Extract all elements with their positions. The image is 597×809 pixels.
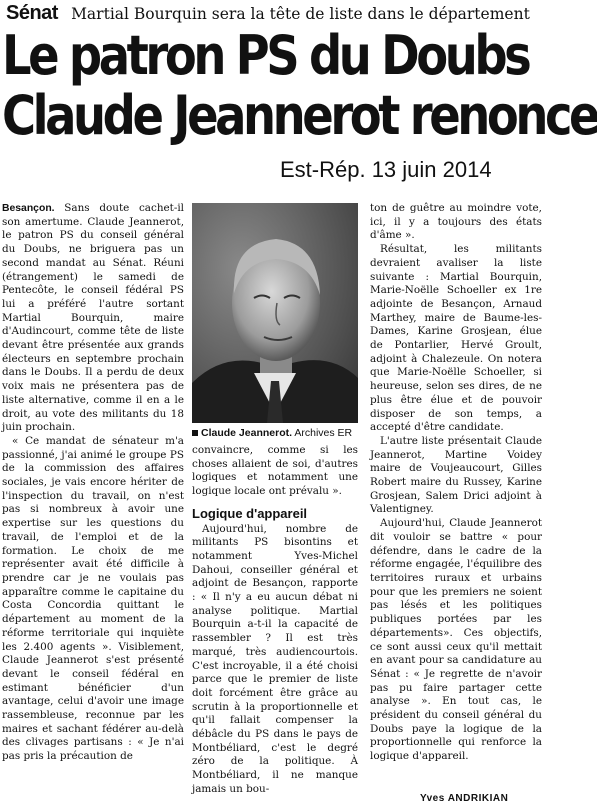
paragraph: convaincre, comme si les choses allaient de soi, d'autres logiques et notamment une logique locale ont prévalu ». [192,444,358,498]
paragraph: Aujourd'hui, Claude Jeannerot dit vouloir se battre « pour défendre, dans le cadre de la réforme engagée, l'équilibre des territoires ruraux et urbains pour que les premiers ne soient pas lésés et les politiques publiques portées par les départements». Ces objectifs, ce sont aussi ceux qu'il mettait en avant pour sa candidature au Sénat : « Je regrette de n'avoir pas pu faire partager cette analyse ». En tout cas, le président du conseil général du Doubs paye la logique de la proportionnelle qui renforce la logique d'appareil. [370,517,542,763]
portrait-photo [192,203,358,423]
column-2 [192,444,358,797]
dateline: Besançon. [2,203,55,214]
headline-line-1: Le patron PS du Doubs [2,24,529,87]
photo-caption [192,427,358,439]
rubric-subtitle: Martial Bourquin sera la tête de liste dans le département [71,5,530,23]
paragraph: « Ce mandat de sénateur m'a passionné, j'ai animé le groupe PS de la commission des affaires sociales, je vais encore hériter de l'inspection du travail, on n'est pas si nombreux à avoir une expertise sur les questions du travail, de l'emploi et de la formation. Le choix de me représenter avait été difficile à prendre car je ne voulais pas apparaître comme le capitaine du Costa Concordia quittant le département au moment de la réforme territoriale qui inquiète les 2.400 agents ». Visiblement, Claude Jeannerot s'est présenté devant le conseil fédéral en estimant bénéficier d'un avantage, celui d'avoir une image rassembleuse, reconnue par les maires et sachant fédérer au-delà des clivages partisans : « Je n'ai pas pris la précaution de [2,434,184,763]
caption-credit: Archives ER [294,427,353,439]
source-date: Est-Rép. 13 juin 2014 [280,157,492,182]
rubric [6,2,530,26]
caption-name: Claude Jeannerot. [201,427,293,439]
paragraph: Aujourd'hui, nombre de militants PS bisontins et notamment Yves-Michel Dahoui, conseiller général et adjoint de Besançon, rapporte : « Il n'y a eu aucun débat ni analyse politique. Martial Bourquin a-t-il la capacité de rassembler ? Il est très marqué, très audiencourtois. C'est incroyable, il a été choisi parce que le premier de liste doit forcément être grâce au scrutin à la proportionnelle et qu'il fallait compenser la débâcle du PS dans le pays de Montbéliard, c'est le degré zéro de la politique. À Montbéliard, il ne manque jamais un bou- [192,522,358,795]
portrait-illustration [192,203,358,423]
paragraph: L'autre liste présentait Claude Jeannerot, Martine Voidey maire de Voujeaucourt, Gilles Robert maire du Russey, Karine Grosjean, Salem Drici adjoint à Valentigney. [370,434,542,516]
byline: Yves ANDRIKIAN [420,793,509,804]
paragraph-text: Sans doute cachet-il son amertume. Claude Jeannerot, le patron PS du conseil général du Doubs, ne briguera pas un second mandat au Sénat. Réuni (étrangement) le samedi de Pentecôte, le conseil fédéral PS lui a préféré l'autre sortant Martial Bourquin, maire d'Audincourt, comme tête de liste devant être présentée aux grands électeurs en septembre prochain dans le Doubs. Il a perdu de deux voix mais ne présentera pas de liste alternative, comme il en a le droit, au vote des militants du 18 juin prochain. [2,202,184,434]
column-1 [2,202,184,764]
rubric-tag: Sénat [6,2,58,24]
headline [2,24,597,147]
caption-bullet-icon [192,430,198,436]
headline-line-2: Claude Jeannerot renonce [2,84,597,147]
section-subhead: Logique d'appareil [192,505,308,521]
paragraph [2,202,184,435]
column-3 [370,202,542,764]
paragraph: ton de guêtre au moindre vote, ici, il y a toujours des états d'âme ». [370,202,542,242]
paragraph: Résultat, les militants devraient avaliser la liste suivante : Martial Bourquin, Marie-Noëlle Schoeller ex 1re adjointe de Besançon, Arnaud Marthey, maire de Baume-les-Dames, Karine Grosjean, élue de Pontarlier, Hervé Groult, adjoint à Chalezeule. On notera que Marie-Noëlle Schoeller, si heureuse, selon ses dires, de ne plus être élue et de pouvoir disposer de son temps, a accepté d'être candidate. [370,243,542,434]
